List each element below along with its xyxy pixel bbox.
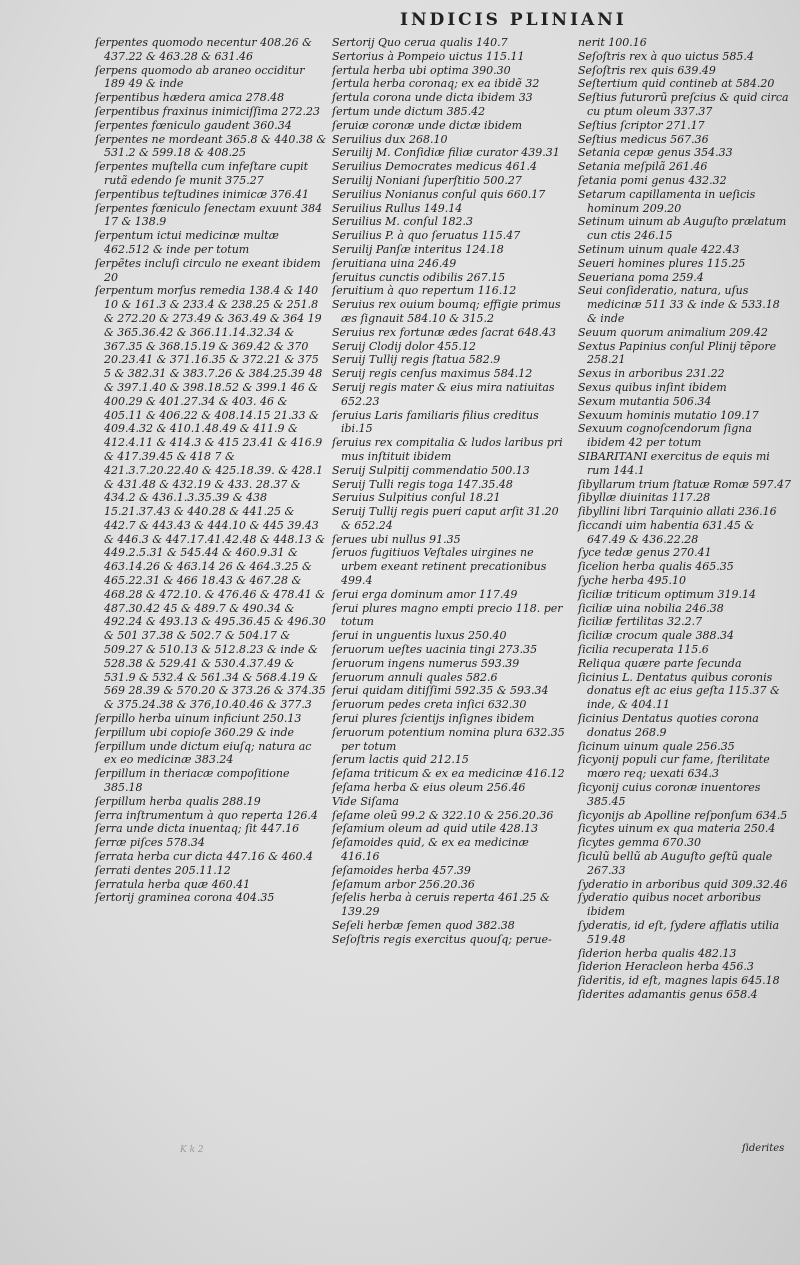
index-entry: Seruilius Rullus 149.14 bbox=[332, 201, 463, 215]
index-entry: Seruilius P. à quo ſeruatus 115.47 bbox=[332, 229, 521, 243]
index-entry: Seui conſideratio, natura, uſus medicinæ 511 33 & inde & 533.18 & inde bbox=[578, 284, 780, 325]
index-entry: SIBARITANI exercitus de equis mi rum 144.1 bbox=[578, 449, 770, 477]
index-entry: Seſtius medicus 567.36 bbox=[578, 132, 709, 146]
index-entry: ſerratula herba quæ 460.41 bbox=[95, 877, 251, 891]
index-entry: ſerum lactis quid 212.15 bbox=[332, 753, 469, 767]
index-entry: ſyderatis, id eſt, ſydere afflatis utilia 519.48 bbox=[578, 919, 780, 946]
index-entry: Seuum quorum animalium 209.42 bbox=[578, 325, 768, 339]
index-entry: Sertorius à Pompeio uictus 115.11 bbox=[332, 49, 525, 63]
index-entry: Seſoſtris regis exercitus quouſq; perue- bbox=[332, 932, 552, 946]
index-entry: Seruij Tullij regis ſtatua 582.9 bbox=[332, 353, 501, 367]
index-entry: Sertorij Quo cerua qualis 140.7 bbox=[332, 36, 508, 49]
index-entry: ſerpillum ubi copioſe 360.29 & inde bbox=[95, 725, 295, 739]
index-entry: Setarum capillamenta in ueſicis hominum 209.20 bbox=[578, 187, 756, 215]
index-entry: Seruius rex ouium boumq; effigie primus æs ſignauit 584.10 & 315.2 bbox=[332, 298, 561, 325]
index-entry: ſertula herba ubi optima 390.30 bbox=[332, 63, 511, 77]
index-entry: ſetania pomi genus 432.32 bbox=[578, 173, 727, 187]
index-entry: ſibyllarum trium ſtatuæ Romæ 597.47 bbox=[578, 477, 791, 491]
index-entry: Seſtius futurorũ preſcius & quid circa cu ptum oleum 337.37 bbox=[578, 91, 789, 118]
index-entry: ſeruorum ueſtes uacinia tingi 273.35 bbox=[332, 643, 538, 657]
index-entry: ſiderion herba qualis 482.13 bbox=[578, 946, 737, 960]
index-entry: nerit 100.16 bbox=[578, 36, 647, 49]
index-entry: Setinum uinum ab Auguſto prælatum cun ctis 246.15 bbox=[578, 215, 787, 243]
index-entry: ſicytes uinum ex qua materia 250.4 bbox=[578, 822, 776, 836]
index-entry: Seruius rex fortunæ ædes ſacrat 648.43 bbox=[332, 325, 557, 339]
index-entry: ſiccandi uim habentia 631.45 & 647.49 & 436.22.28 bbox=[578, 518, 755, 546]
index-entry: Sextus Papinius conſul Plinij tẽpore 258.21 bbox=[578, 339, 777, 367]
index-entry: ſicyonij cuius coronæ inuentores 385.45 bbox=[578, 781, 761, 808]
index-entry: Seueri homines plures 115.25 bbox=[578, 256, 746, 270]
index-entry: ſeruiæ coronæ unde dictæ ibidem bbox=[332, 118, 523, 132]
index-entry: Seruilius Democrates medicus 461.4 bbox=[332, 160, 537, 174]
index-entry: Seſoſtris rex à quo uictus 585.4 bbox=[578, 49, 754, 63]
index-entry: ſerui quidam ditiſſimi 592.35 & 593.34 bbox=[332, 684, 549, 698]
index-entry: ſerræ piſces 578.34 bbox=[95, 836, 205, 850]
index-entry: ſerpentum ictui medicinæ multæ 462.512 & inde per totum bbox=[95, 229, 279, 256]
index-entry: Seruilij Panſæ interitus 124.18 bbox=[332, 242, 504, 256]
index-entry: Seſtius ſcriptor 271.17 bbox=[578, 118, 705, 132]
index-entry: Seruij Sulpitij commendatio 500.13 bbox=[332, 463, 530, 477]
index-entry: ſeruius Laris familiaris filius creditus ibi.15 bbox=[332, 408, 539, 436]
index-entry: ſertum unde dictum 385.42 bbox=[332, 104, 486, 118]
index-entry: ſerpillum in theriacæ compoſitione 385.18 bbox=[95, 767, 290, 795]
index-entry: ſerra unde dicta inuentaq; ſit 447.16 bbox=[95, 822, 300, 836]
index-entry: ſyce tedæ genus 270.41 bbox=[578, 546, 712, 560]
index-entry: ſeſamium oleum ad quid utile 428.13 bbox=[332, 822, 539, 836]
index-entry: ſicyonijs ab Apolline reſponſum 634.5 bbox=[578, 808, 788, 822]
index-entry: ſerpentum morſus remedia 138.4 & 140 10 & 161.3 & 233.4 & 238.25 & 251.8 & 272.20 & 273.49 & 363.49 & 364 19 & 365.36.42 & 366.11.14.32.34 & 367.35 & 368.15.19 & 369.42 & 370 20.23.41 & 371.16.35 & 372.21 & 375 5 & 382.31 & 383.7.26 & 384.25.39 48 & 397.1.40 & 398.18.52 & 399.1 46 & 400.29 & 401.27.34 & 403. 46 & 405.11 & 406.22 & 408.14.15 21.33 & 409.4.32 & 410.1.48.49 & 411.9 & 412.4.11 & 414.3 & 415 23.41 & 416.9 & 417.39.45 & 418 7 & 421.3.7.20.22.40 & 425.18.39. & 428.1 & 431.48 & 432.19 & 433. 28.37 & 434.2 & 436.1.3.35.39 & 438 15.21.37.43 & 440.28 & 441.25 & 442.7 & 443.43 & 444.10 & 445 39.43 & 446.3 & 447.17.41.42.48 & 448.13 & 449.2.5.31 & 545.44 & 460.9.31 & 463.14.26 & 463.14 26 & 464.3.25 & 465.22.31 & 466 18.43 & 467.28 & 468.28 & 472.10. & 476.46 & 478.41 & 487.30.42 45 & 489.7 & 490.34 & 492.24 & 493.13 & 495.36.45 & 496.30 & 501 37.38 & 502.7 & 504.17 & 509.27 & 510.13 & 512.8.23 & inde & 528.38 & 529.41 & 530.4.37.49 & 531.9 & 532.4 & 561.34 & 568.4.19 & 569 28.39 & 570.20 & 373.26 & 374.35 & 375.24.38 & 376,10.40.46 & 377.3 bbox=[95, 284, 326, 712]
index-entry: ſeſame oleũ 99.2 & 322.10 & 256.20.36 bbox=[332, 808, 554, 822]
index-entry: Seruilij Noniani ſuperſtitio 500.27 bbox=[332, 173, 522, 187]
index-entry: ſicytes gemma 670.30 bbox=[578, 836, 701, 850]
catchword: ſiderites bbox=[742, 1143, 785, 1154]
index-entry: ſerpentes muſtella cum infeſtare cupit rutã edendo ſe munit 375.27 bbox=[95, 160, 309, 187]
index-entry: ſeſamoides herba 457.39 bbox=[332, 863, 471, 877]
index-entry: ſicelion herba qualis 465.35 bbox=[578, 560, 734, 574]
index-entry: ſeſelis herba à ceruis reperta 461.25 & 139.29 bbox=[332, 891, 550, 919]
index-entry: ſyche herba 495.10 bbox=[578, 574, 686, 588]
index-entry: ſicyonij populi cur fame, ſterilitate mœro req; uexati 634.3 bbox=[578, 753, 770, 781]
index-entry: ſerrati dentes 205.11.12 bbox=[95, 863, 231, 877]
index-entry: ſyderatio in arboribus quid 309.32.46 bbox=[578, 877, 788, 891]
index-entry: ſeſamum arbor 256.20.36 bbox=[332, 877, 475, 891]
index-entry: Seruij regis cenſus maximus 584.12 bbox=[332, 367, 533, 381]
index-entry: ſerpentes fœniculo gaudent 360.34 bbox=[95, 118, 292, 132]
index-entry: Seruij Clodij dolor 455.12 bbox=[332, 339, 476, 353]
index-entry: ſiciliæ fertilitas 32.2.7 bbox=[578, 615, 703, 629]
signature-mark: K k 2 bbox=[180, 1145, 204, 1155]
index-column-middle bbox=[332, 36, 567, 947]
index-entry: Sexuum cognoſcendorum ſigna ibidem 42 per totum bbox=[578, 422, 752, 450]
running-head: INDICIS PLINIANI bbox=[400, 10, 627, 30]
index-entry: Seruius Sulpitius conſul 18.21 bbox=[332, 491, 501, 505]
index-entry: ſerpillum unde dictum eiuſq; natura ac ex eo medicinæ 383.24 bbox=[95, 739, 312, 767]
index-entry: ſerpentibus teſtudines inimicæ 376.41 bbox=[95, 187, 310, 201]
index-entry: ſiciliæ triticum optimum 319.14 bbox=[578, 587, 756, 601]
index-entry: ſibyllini libri Tarquinio allati 236.16 bbox=[578, 505, 777, 519]
index-entry: ſicinum uinum quale 256.35 bbox=[578, 739, 735, 753]
index-entry: ſibyllæ diuinitas 117.28 bbox=[578, 491, 711, 505]
index-entry: Setania cepæ genus 354.33 bbox=[578, 146, 733, 160]
index-entry: ſiciliæ crocum quale 388.34 bbox=[578, 629, 735, 643]
index-entry: ſeruitiana uina 246.49 bbox=[332, 256, 457, 270]
index-entry: ſiculũ bellũ ab Auguſto geſtũ quale 267.33 bbox=[578, 850, 773, 877]
index-entry: ſerrata herba cur dicta 447.16 & 460.4 bbox=[95, 850, 314, 864]
index-entry: ſerra inſtrumentum à quo reperta 126.4 bbox=[95, 808, 318, 822]
index-entry: ſerpentibus hædera amica 278.48 bbox=[95, 91, 285, 105]
index-entry: ſeruitus cunctis odibilis 267.15 bbox=[332, 270, 506, 284]
index-entry: Seſeli herbæ ſemen quod 382.38 bbox=[332, 919, 515, 932]
index-entry: ſerpẽtes incluſi circulo ne exeant ibidem 20 bbox=[95, 256, 321, 284]
index-entry: ſiciliæ uina nobilia 246.38 bbox=[578, 601, 724, 615]
index-entry: Setania meſpilã 261.46 bbox=[578, 160, 708, 174]
index-entry: Seruilius Nonianus conſul quis 660.17 bbox=[332, 187, 546, 201]
index-entry: Seſoſtris rex quis 639.49 bbox=[578, 63, 716, 77]
index-entry: ſerues ubi nullus 91.35 bbox=[332, 532, 461, 546]
index-entry: Seruij Tulli regis toga 147.35.48 bbox=[332, 477, 513, 491]
index-entry: ſeruorum potentium nomina plura 632.35 per totum bbox=[332, 725, 565, 753]
index-entry: ſeſamoides quid, & ex ea medicinæ 416.16 bbox=[332, 836, 529, 864]
index-entry: ſeruorum ingens numerus 593.39 bbox=[332, 656, 520, 670]
index-entry: ſerpillum herba qualis 288.19 bbox=[95, 794, 261, 808]
index-entry: ſicinius L. Dentatus quibus coronis donatus eſt ac eius geſta 115.37 & inde, & 404.11 bbox=[578, 670, 780, 712]
index-entry: ſiderites adamantis genus 658.4 bbox=[578, 987, 758, 1001]
index-entry: ſicinius Dentatus quoties corona donatus 268.9 bbox=[578, 712, 759, 739]
index-entry: Seruij regis mater & eius mira natiuitas 652.23 bbox=[332, 380, 555, 408]
index-entry: ſerpentes fœniculo ſenectam exuunt 384 17 & 138.9 bbox=[95, 201, 323, 229]
index-entry: ſertula corona unde dicta ibidem 33 bbox=[332, 91, 533, 105]
index-entry: ſerpentes ne mordeant 365.8 & 440.38 & 531.2 & 599.18 & 408.25 bbox=[95, 132, 327, 160]
index-entry: ſerui plures ſcientijs inſignes ibidem bbox=[332, 712, 535, 726]
index-entry: ſerui in unguentis luxus 250.40 bbox=[332, 629, 507, 643]
index-entry: ſerui plures magno empti precio 118. per totum bbox=[332, 601, 563, 629]
index-entry: ſeruos fugitiuos Veſtales uirgines ne urbem exeant retinent precationibus 499.4 bbox=[332, 546, 547, 588]
index-entry: Seruilij M. Conſidiæ filiæ curator 439.31 bbox=[332, 146, 560, 160]
index-entry: ſerpentes quomodo necentur 408.26 & 437.22 & 463.28 & 631.46 bbox=[95, 36, 312, 63]
index-entry: ſeruorum annuli quales 582.6 bbox=[332, 670, 498, 684]
index-entry: ſideritis, id eſt, magnes lapis 645.18 bbox=[578, 974, 780, 988]
index-entry: Vide Siſama bbox=[332, 794, 399, 808]
index-entry: ſertula herba coronaq; ex ea ibidẽ 32 bbox=[332, 77, 540, 91]
index-entry: ſeruorum pedes creta inſici 632.30 bbox=[332, 698, 527, 712]
index-entry: ſeruius rex compitalia & ludos laribus pri mus inſtituit ibidem bbox=[332, 436, 563, 463]
index-entry: Reliqua quære parte ſecunda bbox=[578, 656, 742, 670]
index-entry: Sexum mutantia 506.34 bbox=[578, 394, 712, 408]
index-entry: ſerpens quomodo ab araneo occiditur 189 49 & inde bbox=[95, 63, 305, 91]
index-entry: ſicilia recuperata 115.6 bbox=[578, 643, 709, 657]
index-entry: ſiderion Heracleon herba 456.3 bbox=[578, 960, 754, 974]
index-entry: Seruilius M. conſul 182.3 bbox=[332, 215, 473, 229]
index-entry: ſerui erga dominum amor 117.49 bbox=[332, 587, 518, 601]
index-entry: Seruij Tullij regis pueri caput arſit 31.20 & 652.24 bbox=[332, 505, 559, 532]
index-entry: Seſtertium quid contineb at 584.20 bbox=[578, 77, 775, 91]
index-entry: ſeruitium à quo repertum 116.12 bbox=[332, 284, 517, 298]
index-entry: Sexus in arboribus 231.22 bbox=[578, 367, 725, 381]
index-entry: Setinum uinum quale 422.43 bbox=[578, 242, 740, 256]
index-entry: Sexuum hominis mutatio 109.17 bbox=[578, 408, 759, 422]
index-entry: ſerpillo herba uinum inficiunt 250.13 bbox=[95, 712, 302, 726]
index-column-right bbox=[578, 36, 792, 1002]
index-entry: ſeſama herba & eius oleum 256.46 bbox=[332, 781, 526, 795]
index-entry: ſertorij graminea corona 404.35 bbox=[95, 891, 275, 905]
index-entry: Sexus quibus inſint ibidem bbox=[578, 380, 727, 394]
index-entry: ſeſama triticum & ex ea medicinæ 416.12 bbox=[332, 767, 565, 781]
index-entry: Seueriana poma 259.4 bbox=[578, 270, 704, 284]
index-entry: ſyderatio quibus nocet arboribus ibidem bbox=[578, 891, 761, 919]
index-entry: Seruilius dux 268.10 bbox=[332, 132, 448, 146]
index-column-left bbox=[95, 36, 327, 905]
index-entry: ſerpentibus fraxinus inimiciſſima 272.23 bbox=[95, 104, 320, 118]
